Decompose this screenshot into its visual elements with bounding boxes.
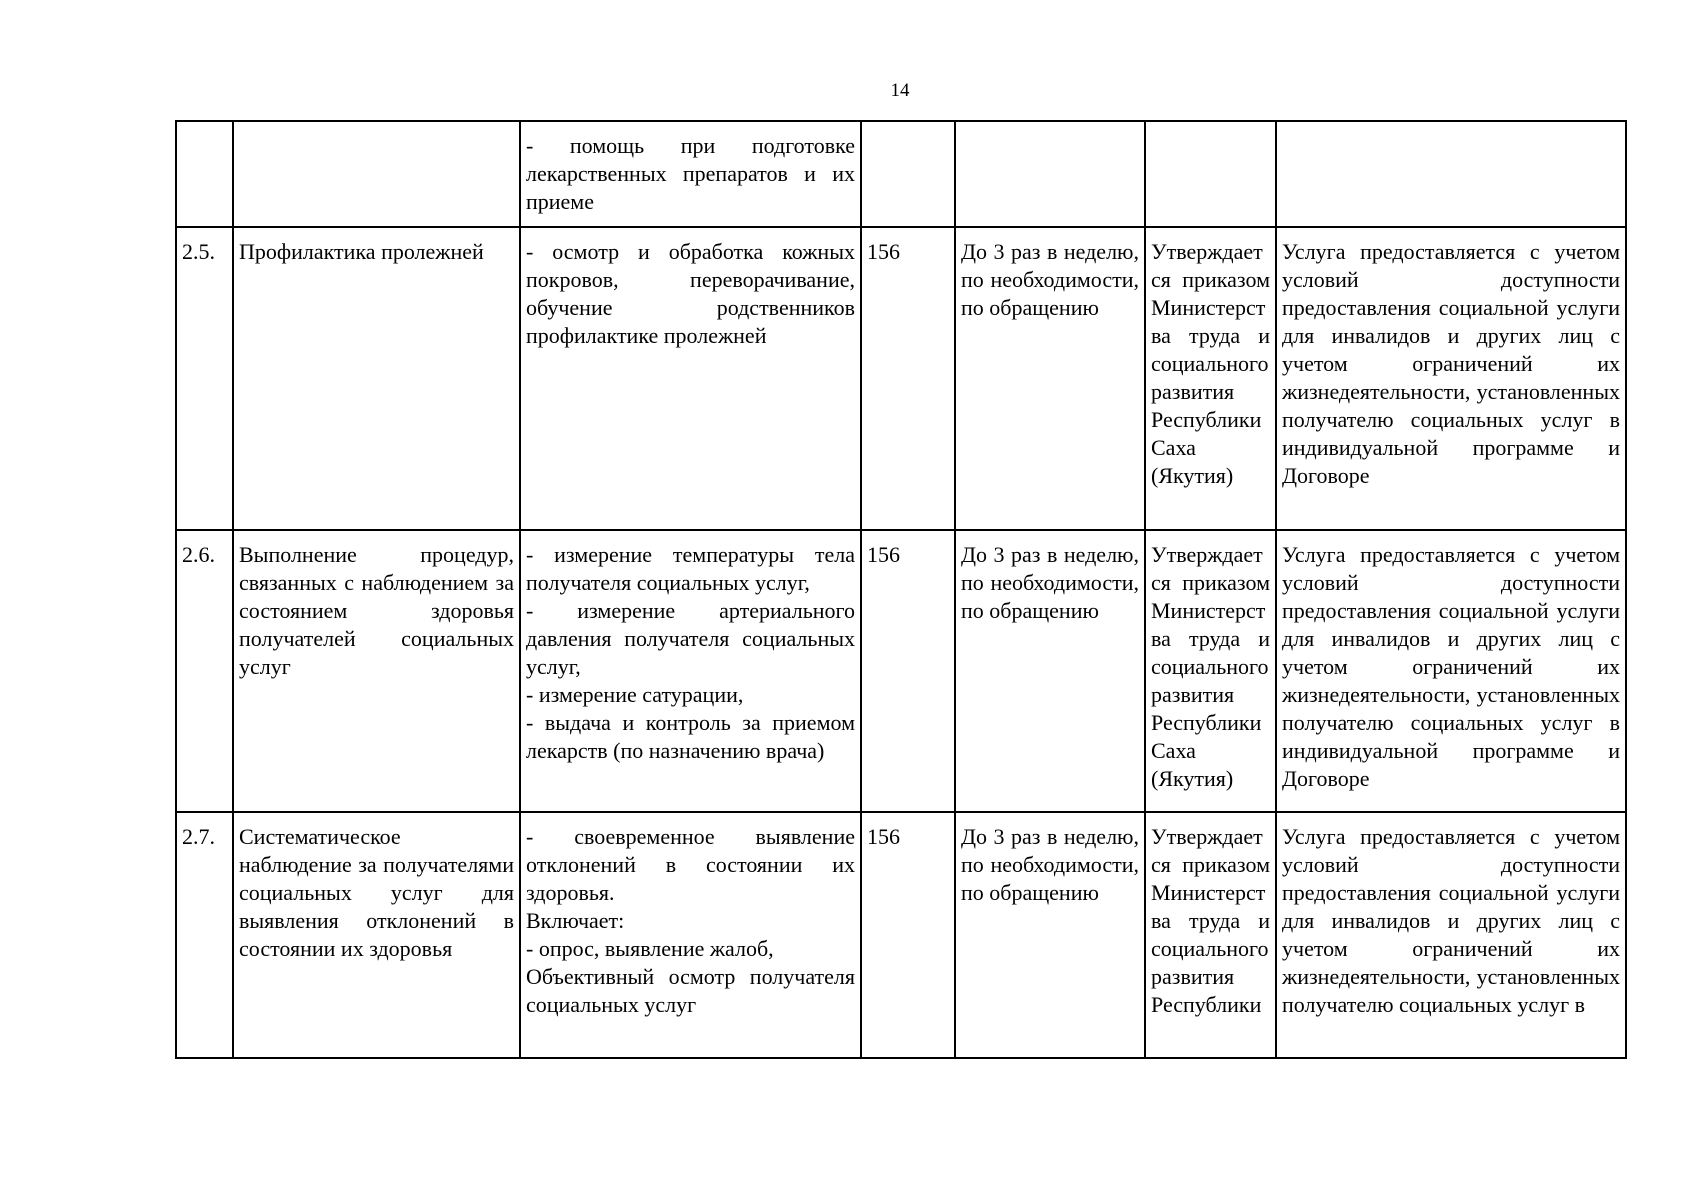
table-row [176, 121, 1626, 227]
service-content-cell [520, 227, 861, 530]
price-cell: 156 [861, 812, 955, 1058]
period-cell: До 3 раз в неделю, по необходимости, по обращению [955, 812, 1145, 1058]
period-cell: До 3 раз в неделю, по необходимости, по обращению [955, 227, 1145, 530]
price-cell [861, 121, 955, 227]
conditions-cell: Услуга предоставляется с учетом условий доступности предоставления социальной услуги для инвалидов и других лиц с учетом ограничений их жизнедеятельности, установленных получателю социальных услуг в индивидуальной программе и Договоре [1276, 530, 1626, 812]
services-table [175, 120, 1627, 1059]
content-line: - измерение температуры тела получателя социальных услуг, [526, 542, 855, 595]
row-number-cell [176, 121, 233, 227]
approval-cell: Утверждается приказом Министерства труда и социального развития Республики [1145, 812, 1276, 1058]
service-name-cell: Систематическое наблюдение за получателями социальных услуг для выявления отклонений в состоянии их здоровья [233, 812, 520, 1058]
content-line: - выдача и контроль за приемом лекарств (по назначению врача) [526, 710, 855, 763]
row-number-cell: 2.7. [176, 812, 233, 1058]
content-line: - своевременное выявление отклонений в состоянии их здоровья. [526, 824, 855, 905]
content-line: - измерение сатурации, [526, 682, 744, 707]
conditions-cell: Услуга предоставляется с учетом условий доступности предоставления социальной услуги для инвалидов и других лиц с учетом ограничений их жизнедеятельности, установленных получателю социальных услуг в индивидуальной программе и Договоре [1276, 227, 1626, 530]
service-name-cell: Профилактика пролежней [233, 227, 520, 530]
content-line: - осмотр и обработка кожных покровов, переворачивание, обучение родственников профилактике пролежней [526, 239, 855, 348]
row-number-cell: 2.6. [176, 530, 233, 812]
content-line: Включает: [526, 908, 625, 933]
conditions-cell [1276, 121, 1626, 227]
service-content-cell [520, 812, 861, 1058]
service-content-cell [520, 530, 861, 812]
table-row [176, 227, 1626, 530]
row-number-cell: 2.5. [176, 227, 233, 530]
service-content-cell [520, 121, 861, 227]
approval-cell: Утверждается приказом Министерства труда и социального развития Республики Саха (Якутия) [1145, 227, 1276, 530]
service-name-cell [233, 121, 520, 227]
price-cell: 156 [861, 530, 955, 812]
period-cell [955, 121, 1145, 227]
content-line: - помощь при подготовке лекарственных препаратов и их приеме [526, 133, 855, 214]
page-number: 14 [890, 80, 910, 101]
content-line: - измерение артериального давления получателя социальных услуг, [526, 598, 855, 679]
approval-cell [1145, 121, 1276, 227]
content-line: Объективный осмотр получателя социальных услуг [526, 964, 855, 1017]
price-cell: 156 [861, 227, 955, 530]
approval-cell: Утверждается приказом Министерства труда и социального развития Республики Саха (Якутия) [1145, 530, 1276, 812]
conditions-cell: Услуга предоставляется с учетом условий доступности предоставления социальной услуги для инвалидов и других лиц с учетом ограничений их жизнедеятельности, установленных получателю социальных услуг в [1276, 812, 1626, 1058]
content-line: - опрос, выявление жалоб, [526, 936, 774, 961]
service-name-cell: Выполнение процедур, связанных с наблюдением за состоянием здоровья получателей социальных услуг [233, 530, 520, 812]
table-row [176, 530, 1626, 812]
period-cell: До 3 раз в неделю, по необходимости, по обращению [955, 530, 1145, 812]
table-row [176, 812, 1626, 1058]
